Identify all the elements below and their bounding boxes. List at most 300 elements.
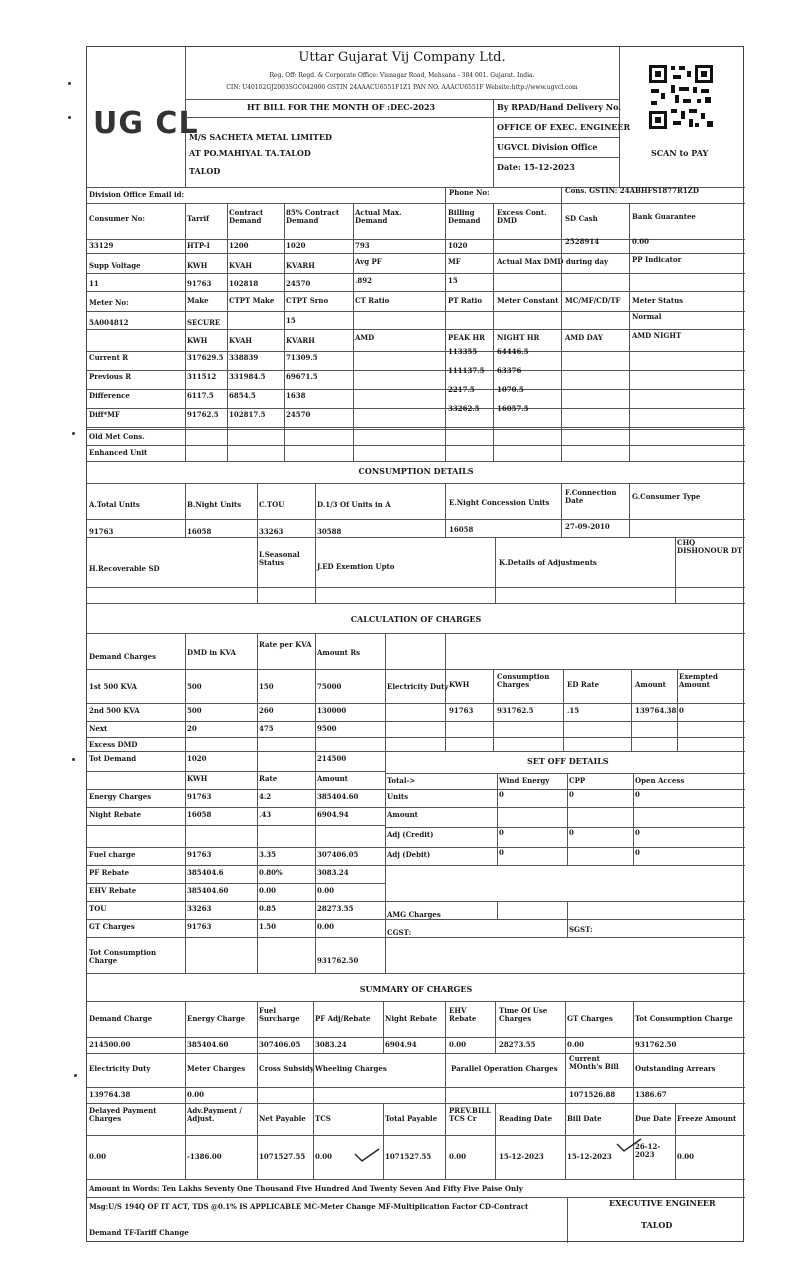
- margin-mark: [72, 758, 75, 761]
- energy-label: GT Charges: [89, 922, 135, 931]
- reading-cell: 2217.5: [448, 385, 475, 394]
- summary-header: Bill Date: [567, 1114, 602, 1123]
- col-rule: [257, 1001, 258, 1053]
- cons-h-adjustments: K.Details of Adjustments: [499, 558, 597, 567]
- summary-header: Cross Subsidy: [259, 1064, 314, 1073]
- reading-cell: 311512: [187, 372, 217, 381]
- ed-amt-h: Amount: [635, 680, 666, 689]
- signatory-place: TALOD: [641, 1220, 673, 1230]
- h4-kvah: KVAH: [229, 336, 253, 345]
- energy-label: Fuel charge: [89, 850, 136, 859]
- summary-header: Net Payable: [259, 1114, 306, 1123]
- row-rule: [385, 919, 745, 920]
- reading-cell: 24570: [286, 410, 311, 419]
- tot-consumption-value: 931762.50: [317, 956, 359, 965]
- cons-h-ed-exemption: J.ED Exemtion Upto: [317, 562, 395, 571]
- summary-title: SUMMARY OF CHARGES: [359, 984, 473, 994]
- setoff-open-access: 0: [635, 848, 640, 857]
- energy-amount: 0.00: [317, 886, 335, 895]
- col-rule: [445, 1001, 446, 1053]
- signatory-title: EXECUTIVE ENGINEER: [609, 1198, 716, 1208]
- v2-kwh: 91763: [187, 279, 212, 288]
- col-rule: [257, 1103, 258, 1179]
- tds-message: Msg:U/S 194Q OF IT ACT, TDS @0.1% IS APPLICABLE MC-Meter Change MF-Multiplication Factor CD-Contract: [89, 1202, 529, 1211]
- col-rule: [185, 1103, 186, 1179]
- cons-h-seasonal: I.Seasonal Status: [259, 550, 300, 568]
- col-rule: [313, 1053, 314, 1103]
- col-rule: [313, 1001, 314, 1053]
- cons-h-chq-dishonour: CHQ DISHONOUR DT: [677, 538, 743, 556]
- calc-h-rate-kva: Rate per KVA: [259, 640, 312, 649]
- energy-label: Night Rebate: [89, 810, 142, 819]
- energy-label: Energy Charges: [89, 792, 152, 801]
- demand-label: Tot Demand: [89, 754, 137, 763]
- summary-header: Freeze Amount: [677, 1114, 737, 1123]
- row-rule: [385, 827, 745, 828]
- check-mark-icon: [353, 1147, 381, 1163]
- summary-value: 1071526.88: [569, 1090, 616, 1099]
- h1-tariff: Tarrif: [187, 214, 210, 223]
- delivery-mode: By RPAD/Hand Delivery No.: [497, 102, 622, 112]
- setoff-open-access: 0: [635, 828, 640, 837]
- h1-contract-demand: Contract Demand: [229, 208, 264, 226]
- summary-header: Energy Charge: [187, 1014, 246, 1023]
- v1-actual-max: 793: [355, 241, 370, 250]
- h3-meter-constant: Meter Constant: [497, 296, 559, 305]
- ed-kwh-h: KWH: [449, 680, 470, 689]
- energy-label: PF Rebate: [89, 868, 130, 877]
- h4-kvarh: KVARH: [286, 336, 315, 345]
- summary-value: 1386.67: [635, 1090, 667, 1099]
- energy-amount: 6904.94: [317, 810, 349, 819]
- setoff-wind: 0: [499, 790, 504, 799]
- setoff-label: Adj (Debit): [387, 850, 431, 859]
- col-rule: [565, 1103, 566, 1179]
- h1-bank-guarantee: Bank Guarantee: [632, 212, 696, 221]
- sgst-label: SGST:: [569, 925, 593, 934]
- margin-mark: [72, 432, 75, 435]
- reading-cell: 331984.5: [229, 372, 266, 381]
- summary-value: 26-12-2023: [635, 1142, 661, 1160]
- customer-city: TALOD: [189, 166, 221, 176]
- setoff-label: Units: [387, 792, 409, 801]
- v2-kvarh: 24570: [286, 279, 311, 288]
- summary-value: 0.00: [449, 1152, 467, 1161]
- cons-v-total: 91763: [89, 527, 114, 536]
- row-rule: [385, 807, 745, 808]
- summary-header: Due Date: [635, 1114, 672, 1123]
- demand-kva: 500: [187, 682, 202, 691]
- summary-value: 0.00: [315, 1152, 333, 1161]
- row-rule: [385, 937, 745, 938]
- h1-consumer: Consumer No:: [89, 214, 145, 223]
- v2-avg-pf: .892: [355, 276, 373, 285]
- cons-v-third: 30588: [317, 527, 342, 536]
- v1-contract: 1200: [229, 241, 249, 250]
- check-mark-icon: [615, 1137, 643, 1153]
- h2-kvarh: KVARH: [286, 261, 315, 270]
- tds-message-cont: Demand TF-Tariff Change: [89, 1228, 189, 1237]
- row-rule: [87, 737, 385, 738]
- summary-header: PF Adj/Rebate: [315, 1014, 371, 1023]
- h3-mc-mf: MC/MF/CD/TF: [565, 296, 621, 305]
- setoff-label: Amount: [387, 810, 418, 819]
- col-rule: [567, 773, 568, 865]
- calc-h-dmd-kva: DMD in KVA: [187, 648, 236, 657]
- summary-value: 0.00: [449, 1040, 467, 1049]
- setoff-header: Wind Energy: [499, 776, 550, 785]
- col-rule: [565, 1001, 566, 1053]
- row-rule: [87, 847, 385, 848]
- energy-rate: .43: [259, 810, 272, 819]
- reading-cell: 111137.5: [448, 366, 485, 375]
- h3-meter-no: Meter No:: [89, 298, 129, 307]
- demand-rate: 260: [259, 706, 274, 715]
- energy-kwh: 91763: [187, 850, 212, 859]
- h4-amd-day: AMD DAY: [565, 333, 603, 342]
- summary-header: Fuel Surcharge: [259, 1006, 300, 1024]
- scan-to-pay-label: SCAN to PAY: [651, 148, 709, 158]
- v2-mf: 15: [448, 276, 458, 285]
- energy-amount: 307406.05: [317, 850, 359, 859]
- phone-label: Phone No:: [449, 188, 490, 197]
- cons-h-third: D.1/3 Of Units in A: [317, 500, 391, 509]
- row-rule: [87, 751, 385, 752]
- reading-cell: 71309.5: [286, 353, 318, 362]
- reading-cell: 6117.5: [187, 391, 214, 400]
- calculation-title: CALCULATION OF CHARGES: [350, 614, 482, 624]
- summary-value: 307406.05: [259, 1040, 301, 1049]
- energy-rate: 0.00: [259, 886, 277, 895]
- energy-amount: 385404.60: [317, 792, 359, 801]
- row-rule: [385, 847, 745, 848]
- cons-h-total: A.Total Units: [89, 500, 140, 509]
- row-rule: [87, 771, 385, 772]
- qr-code-icon[interactable]: [647, 63, 715, 131]
- tot-consumption-label: Tot Consumption Charge: [89, 948, 157, 966]
- cons-h-night-concession: E.Night Concession Units: [449, 498, 550, 507]
- col-rule: [185, 633, 186, 973]
- h4-amd: AMD: [355, 333, 375, 342]
- energy-rate: 0.85: [259, 904, 277, 913]
- summary-header: Adv.Payment / Adjust.: [187, 1106, 242, 1124]
- v2-kvah: 102818: [229, 279, 259, 288]
- row-rule: [87, 937, 385, 938]
- summary-header: Outstanding Arrears: [635, 1064, 716, 1073]
- setoff-header: Open Access: [635, 776, 685, 785]
- summary-header: Parallel Operation Charges: [451, 1064, 558, 1073]
- h3-ct-ratio: CT Ratio: [355, 296, 390, 305]
- row-rule: [87, 901, 385, 902]
- summary-header: Night Rebate: [385, 1014, 438, 1023]
- v1-sd-cash: 2528914: [565, 237, 600, 246]
- setoff-wind: 0: [499, 828, 504, 837]
- col-rule: [445, 1103, 446, 1179]
- h1-actual-max: Actual Max. Demand: [355, 208, 402, 226]
- reading-cell: 69671.5: [286, 372, 318, 381]
- reading-cell: 16057.5: [497, 404, 529, 413]
- demand-kva: 1020: [187, 754, 207, 763]
- demand-kva: 500: [187, 706, 202, 715]
- setoff-header: Total->: [387, 776, 416, 785]
- summary-header: Meter Charges: [187, 1064, 246, 1073]
- demand-rate: 475: [259, 724, 274, 733]
- cons-h-night: B.Night Units: [187, 500, 242, 509]
- reading-cell: Previous R: [89, 372, 132, 381]
- energy-rate: 0.80%: [259, 868, 283, 877]
- row-rule: [385, 901, 745, 902]
- cgst-label: CGST:: [387, 928, 412, 937]
- ht-bill-document: [86, 46, 744, 1242]
- reading-cell: 1638: [286, 391, 306, 400]
- summary-header: PREV.BILL TCS Cr: [449, 1106, 492, 1124]
- enhanced-unit: Enhanced Unit: [89, 448, 148, 457]
- reading-cell: Diff*MF: [89, 410, 120, 419]
- demand-amount: 75000: [317, 682, 342, 691]
- energy-kwh: 16058: [187, 810, 212, 819]
- v3-meter-no: 5A004812: [89, 318, 129, 327]
- row-rule: [87, 919, 385, 920]
- margin-mark: [74, 1074, 77, 1077]
- summary-value: 1071527.55: [259, 1152, 306, 1161]
- energy-kwh: 385404.6: [187, 868, 224, 877]
- demand-kva: 20: [187, 724, 197, 733]
- cons-h-consumer-type: G.Consumer Type: [632, 492, 701, 501]
- h2-supp-voltage: Supp Voltage: [89, 261, 141, 270]
- demand-label: Next: [89, 724, 108, 733]
- row-rule: [385, 865, 745, 866]
- amg-charges-label: AMG Charges: [387, 910, 441, 919]
- setoff-label: Adj (Credit): [387, 830, 434, 839]
- summary-value: 931762.50: [635, 1040, 677, 1049]
- bill-date: Date: 15-12-2023: [497, 162, 575, 172]
- v3-ctpt-srno: 15: [286, 316, 296, 325]
- col-rule: [383, 1103, 384, 1179]
- summary-header: Wheeling Charges: [315, 1064, 387, 1073]
- reading-cell: 6854.5: [229, 391, 256, 400]
- v1-tariff: HTP-I: [187, 241, 210, 250]
- amount-in-words: Amount in Words: Ten Lakhs Seventy One Thousand Five Hundred And Twenty Seven And Fifty Five Paise Only: [89, 1184, 523, 1193]
- summary-header: Electricity Duty: [89, 1064, 151, 1073]
- bill-title: HT BILL FOR THE MONTH OF :DEC-2023: [247, 102, 436, 112]
- h2-pp-indicator: PP Indicator: [632, 255, 682, 264]
- v3-meter-status: Normal: [632, 312, 662, 321]
- reading-cell: 317629.5: [187, 353, 224, 362]
- setoff-title: SET OFF DETAILS: [527, 756, 609, 766]
- ed-label: Electricity Duty: [387, 682, 449, 691]
- col-rule: [313, 1103, 314, 1179]
- summary-header: Tot Consumption Charge: [635, 1014, 733, 1023]
- row-rule: [385, 789, 745, 790]
- old-meter-cons: Old Met Cons.: [89, 432, 145, 441]
- h2-mf: MF: [448, 257, 461, 266]
- reading-cell: 63376: [497, 366, 522, 375]
- col-rule: [257, 633, 258, 973]
- col-rule: [495, 1103, 496, 1179]
- col-rule: [185, 1053, 186, 1103]
- cons-v-night-concession: 16058: [449, 525, 474, 534]
- energy-rate: 3.35: [259, 850, 277, 859]
- summary-value: 15-12-2023: [499, 1152, 544, 1161]
- energy-amount: 0.00: [317, 922, 335, 931]
- col-rule: [315, 633, 316, 973]
- row-rule: [87, 721, 385, 722]
- ed-exempt: 0: [679, 706, 684, 715]
- row-rule: [87, 703, 385, 704]
- demand-amount: 214500: [317, 754, 347, 763]
- reading-cell: 102817.5: [229, 410, 266, 419]
- h3-make: Make: [187, 296, 209, 305]
- reading-cell: Difference: [89, 391, 130, 400]
- ed-rate-h: ED Rate: [567, 680, 600, 689]
- summary-header: TCS: [315, 1114, 331, 1123]
- summary-header: Total Payable: [385, 1114, 438, 1123]
- setoff-wind: 0: [499, 848, 504, 857]
- ed-amount: 139764.38: [635, 706, 677, 715]
- energy-rate: 4.2: [259, 792, 272, 801]
- h4-night-hr: NIGHT HR: [497, 333, 540, 342]
- col-rule: [495, 1001, 496, 1053]
- energy-kwh: 91763: [187, 792, 212, 801]
- h3-ctpt-srno: CTPT Srno: [286, 296, 329, 305]
- col-rule: [497, 901, 498, 919]
- consumption-details-title: CONSUMPTION DETAILS: [358, 466, 474, 476]
- row-rule: [385, 751, 745, 752]
- row-rule: [87, 1179, 745, 1180]
- h3-meter-status: Meter Status: [632, 296, 684, 305]
- summary-value: 0.00: [89, 1152, 107, 1161]
- reading-cell: 338839: [229, 353, 259, 362]
- margin-mark: [68, 82, 71, 85]
- col-rule: [633, 773, 634, 865]
- calc-h-demand: Demand Charges: [89, 652, 157, 661]
- energy-rate: 1.50: [259, 922, 277, 931]
- consumer-gstin: Cons. GSTIN: 24ABHFS1877R1ZD: [565, 186, 699, 195]
- demand-amount: 9500: [317, 724, 337, 733]
- v1-billing: 1020: [448, 241, 468, 250]
- col-rule: [565, 1053, 566, 1103]
- col-rule: [257, 1053, 258, 1103]
- cons-v-tou: 33263: [259, 527, 284, 536]
- col-rule: [383, 1001, 384, 1053]
- energy-kwh: 91763: [187, 922, 212, 931]
- h4-kwh: KWH: [187, 336, 208, 345]
- demand-label: 2nd 500 KVA: [89, 706, 140, 715]
- v1-bank-guarantee: 0.00: [632, 237, 650, 246]
- h1-excess: Excess Cont. DMD: [497, 208, 547, 226]
- ed-cons: 931762.5: [497, 706, 534, 715]
- summary-value: 214500.00: [89, 1040, 131, 1049]
- h4-amd-night: AMD NIGHT: [632, 331, 682, 340]
- cons-v-night: 16058: [187, 527, 212, 536]
- margin-mark: [68, 116, 71, 119]
- energy-amount: 3083.24: [317, 868, 349, 877]
- col-rule: [633, 1001, 634, 1053]
- row-rule: [87, 883, 385, 884]
- summary-value: 28273.55: [499, 1040, 536, 1049]
- col-rule: [567, 901, 568, 937]
- cons-h-recoverable-sd: H.Recoverable SD: [89, 564, 160, 573]
- energy-kwh: 33263: [187, 904, 212, 913]
- setoff-open-access: 0: [635, 790, 640, 799]
- calc-h-amount: Amount Rs: [317, 648, 361, 657]
- ed-cons-h: Consumption Charges: [497, 672, 550, 690]
- row-rule: [87, 807, 385, 808]
- setoff-cpp: 0: [569, 828, 574, 837]
- h1-sd-cash: SD Cash: [565, 214, 598, 223]
- office-of-exec-engineer: OFFICE OF EXEC. ENGINEER: [497, 122, 631, 132]
- summary-value: 1071527.55: [385, 1152, 432, 1161]
- col-rule: [497, 773, 498, 865]
- reading-cell: 33262.5: [448, 404, 480, 413]
- summary-value: 0.00: [677, 1152, 695, 1161]
- summary-header: GT Charges: [567, 1014, 613, 1023]
- setoff-cpp: 0: [569, 790, 574, 799]
- ed-kwh: 91763: [449, 706, 474, 715]
- col-rule: [675, 1103, 676, 1179]
- ed-exempt-h: Exempted Amount: [679, 672, 718, 690]
- demand-label: Excess DMD: [89, 740, 138, 749]
- h2-actual-max-dmd-day: Actual Max DMD during day: [497, 257, 609, 266]
- energy-amount: 28273.55: [317, 904, 354, 913]
- h4-peak-hr: PEAK HR: [448, 333, 485, 342]
- summary-value: 3083.24: [315, 1040, 347, 1049]
- h3-ctpt-make: CTPT Make: [229, 296, 275, 305]
- cons-v-connection-date: 27-09-2010: [565, 522, 610, 531]
- h1-85-contract: 85% Contract Demand: [286, 208, 340, 226]
- h1-billing-demand: Billing Demand: [448, 208, 481, 226]
- summary-value: 15-12-2023: [567, 1152, 612, 1161]
- setoff-header: CPP: [569, 776, 586, 785]
- summary-header: Reading Date: [499, 1114, 553, 1123]
- h2-kvah: KVAH: [229, 261, 253, 270]
- summary-value: 0.00: [567, 1040, 585, 1049]
- summary-header: EHV Rebate: [449, 1006, 477, 1024]
- email-label: Division Office Email id:: [89, 190, 185, 199]
- v2-voltage: 11: [89, 279, 99, 288]
- cons-h-connection-date: F.Connection Date: [565, 488, 617, 506]
- v1-consumer-no: 33129: [89, 241, 114, 250]
- summary-header: Current MOnth's Bill: [569, 1054, 619, 1072]
- summary-value: 139764.38: [89, 1090, 131, 1099]
- h2-kwh: KWH: [187, 261, 208, 270]
- cons-h-tou: C.TOU: [259, 500, 285, 509]
- h3-pt-ratio: PT Ratio: [448, 296, 482, 305]
- demand-label: 1st 500 KVA: [89, 682, 137, 691]
- col-rule: [633, 1053, 634, 1103]
- summary-header: Time Of Use Charges: [499, 1006, 548, 1024]
- col-rule: [385, 633, 386, 973]
- customer-address: AT PO.MAHIYAL TA.TALOD: [189, 148, 311, 158]
- col-rule: [445, 1053, 446, 1103]
- v1-85-contract: 1020: [286, 241, 306, 250]
- reading-cell: 113355: [448, 347, 478, 356]
- energy-h-amount: Amount: [317, 774, 348, 783]
- customer-name: M/S SACHETA METAL LIMITED: [189, 132, 332, 142]
- energy-label: EHV Rebate: [89, 886, 137, 895]
- row-rule: [87, 865, 385, 866]
- company-name: Uttar Gujarat Vij Company Ltd.: [298, 50, 506, 65]
- energy-h-kwh: KWH: [187, 774, 208, 783]
- company-logo: UG CL: [93, 106, 199, 141]
- energy-h-rate: Rate: [259, 774, 278, 783]
- row-rule: [87, 825, 385, 826]
- summary-value: 385404.60: [187, 1040, 229, 1049]
- demand-amount: 130000: [317, 706, 347, 715]
- division-office: UGVCL Division Office: [497, 142, 598, 152]
- energy-kwh: 385404.60: [187, 886, 229, 895]
- h2-avg-pf: Avg PF: [355, 257, 382, 266]
